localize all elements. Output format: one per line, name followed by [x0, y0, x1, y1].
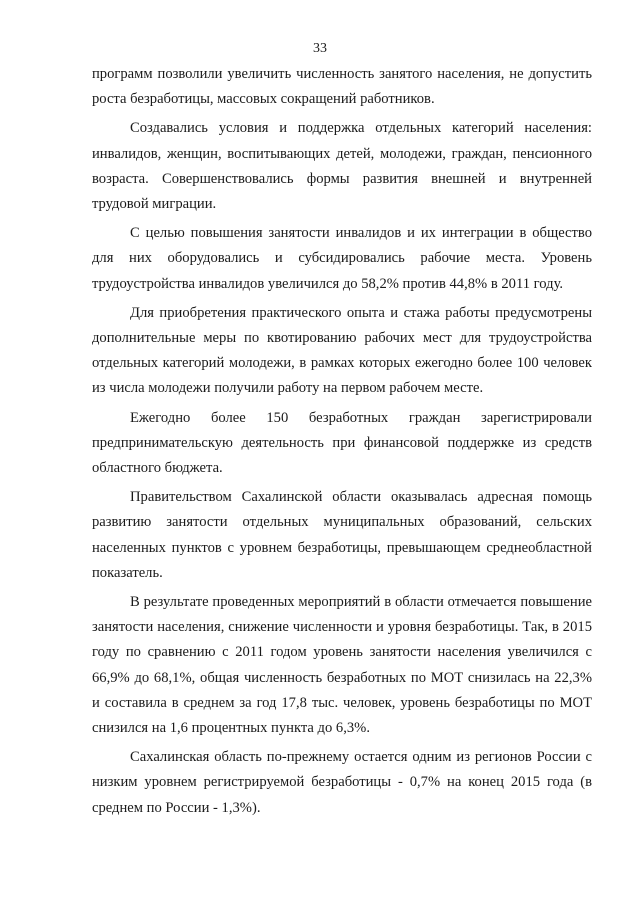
paragraph-6: Правительством Сахалинской области оказывалась адресная помощь развитию занятости отдельных муниципальных образований, сельских населенных пунктов с уровнем безработицы, превышающем среднеобластной показатель. [92, 489, 592, 581]
paragraph-1: программ позволили увеличить численность занятого населения, не допустить роста безработицы, массовых сокращений работников. [92, 66, 592, 108]
paragraph-4: Для приобретения практического опыта и стажа работы предусмотрены дополнительные меры по квотированию рабочих мест для трудоустройства отдельных категорий молодежи, в рамках которых ежегодно более 100 человек из числа молодежи получили работу на первом рабочем месте. [92, 304, 592, 397]
document-body [92, 62, 592, 821]
paragraph-2: Создавались условия и поддержка отдельных категорий населения: инвалидов, женщин, воспитывающих детей, молодежи, граждан, пенсионного возраста. Совершенствовались формы развития внешней и внутренней трудовой миграции. [92, 120, 592, 213]
paragraph-8: Сахалинская область по-прежнему остается одним из регионов России с низким уровнем регистрируемой безработицы - 0,7% на конец 2015 года (в среднем по России - 1,3%). [92, 749, 592, 816]
page-number: 33 [313, 41, 327, 56]
paragraph-7: В результате проведенных мероприятий в области отмечается повышение занятости населения, снижение численности и уровня безработицы. Так, в 2015 году по сравнению с 2011 годом уровень занятости населения увеличился с 66,9% до 68,1%, общая численность безработных по МОТ снизилась на 22,3% и составила в среднем за год 17,8 тыс. человек, уровень безработицы по МОТ снизился на 1,6 процентных пункта до 6,3%. [92, 594, 592, 737]
paragraph-3: С целью повышения занятости инвалидов и их интеграции в общество для них оборудовались и субсидировались рабочие места. Уровень трудоустройства инвалидов увеличился до 58,2% против 44,8% в 2011 году. [92, 225, 592, 292]
paragraph-5: Ежегодно более 150 безработных граждан зарегистрировали предпринимательскую деятельность при финансовой поддержке из средств областного бюджета. [92, 409, 592, 477]
